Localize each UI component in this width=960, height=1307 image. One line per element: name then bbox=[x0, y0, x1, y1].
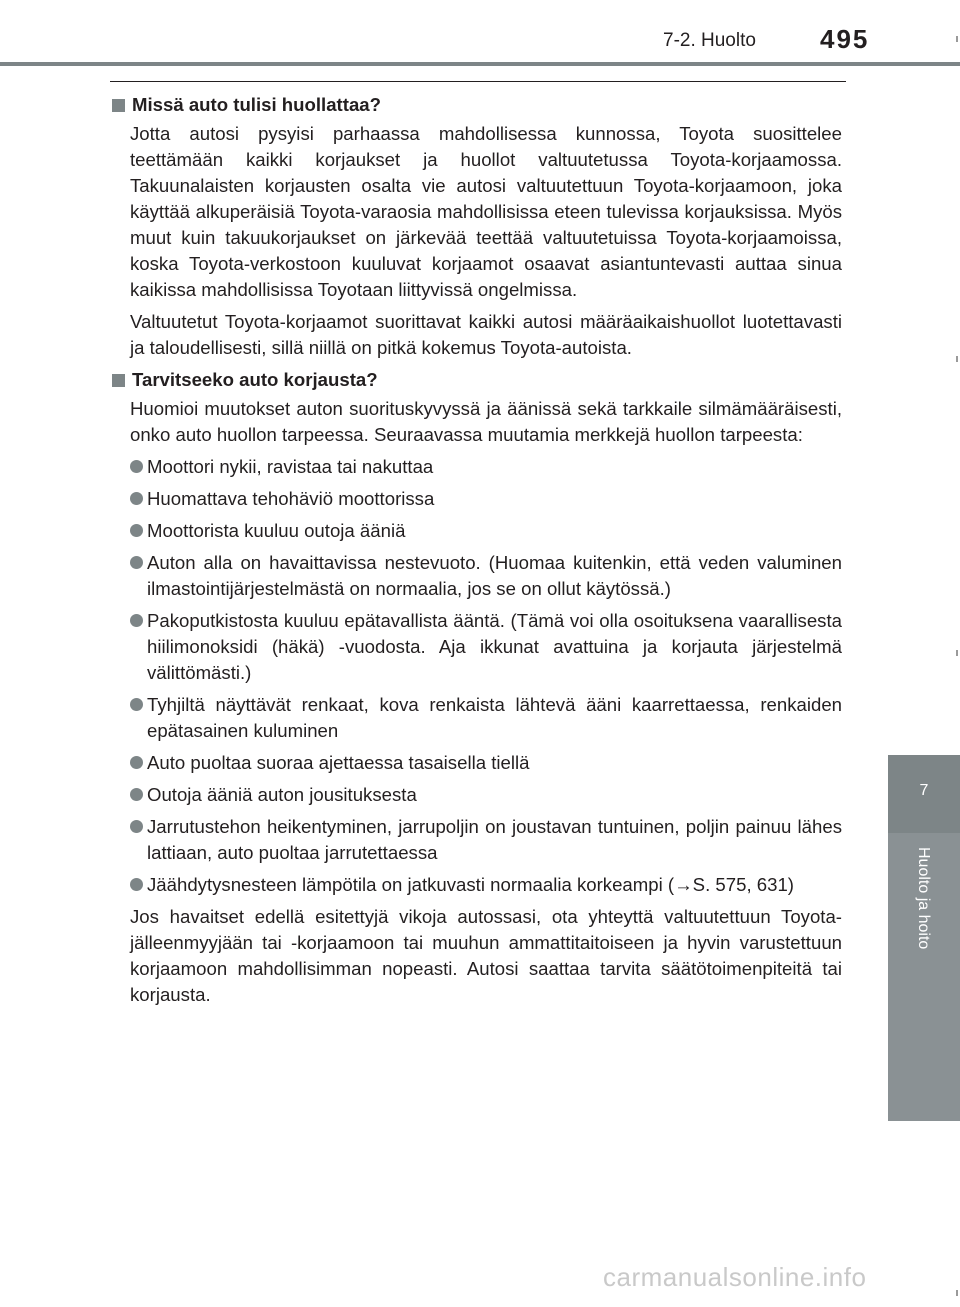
bullet-dot-icon bbox=[130, 756, 143, 769]
bullet-dot-icon bbox=[130, 820, 143, 833]
crop-mark bbox=[956, 650, 958, 656]
bullet-dot-icon bbox=[130, 698, 143, 711]
list-item-text: Pakoputkistosta kuuluu epätavallista ääntä. (Tämä voi olla osoituksena vaarallisesta hiilimonoksidi (häkä) -vuodosta. Aja ikkunat avattuina ja korjauta järjestelmä välittömästi.) bbox=[147, 610, 842, 683]
bullet-dot-icon bbox=[130, 492, 143, 505]
list-item-text: Moottorista kuuluu outoja ääniä bbox=[147, 520, 406, 541]
chapter-tab-label-box bbox=[888, 833, 960, 1121]
bullet-dot-icon bbox=[130, 524, 143, 537]
chapter-number: 7 bbox=[919, 782, 929, 799]
paragraph: Jotta autosi pysyisi parhaassa mahdollisessa kunnossa, Toyota suosittelee teettämään kaikki korjaukset ja huollot valtuutetussa Toyota-korjaamossa. Takuunalaisten korjausten osalta vie autosi valtuutettuun Toyota-korjaamoon, joka käyttää alkuperäisiä Toyota-varaosia mahdollisissa eteen tulevissa korjauksissa. Myös muut kuin takuukorjaukset on järkevää teettää valtuutetuissa Toyota-korjaamoissa, koska Toyota-verkostoon kuuluvat korjaamot osaavat asiantuntevasti auttaa sinua kaikissa mahdollisissa Toyotaan liittyvissä ongelmissa. bbox=[130, 123, 842, 300]
chapter-tab bbox=[888, 755, 960, 833]
list-item bbox=[130, 692, 842, 744]
list-item bbox=[130, 782, 842, 808]
bullet-dot-icon bbox=[130, 788, 143, 801]
list-item-text: Outoja ääniä auton jousituksesta bbox=[147, 784, 417, 805]
square-bullet-icon bbox=[112, 99, 125, 112]
page-number: 495 bbox=[820, 24, 870, 54]
bullet-dot-icon bbox=[130, 460, 143, 473]
heading-text: Tarvitseeko auto korjausta? bbox=[132, 369, 378, 390]
main-content bbox=[110, 92, 842, 1014]
paragraph: Huomioi muutokset auton suorituskyvyssä ja äänissä sekä tarkkaile silmämääräisesti, onko auto huollon tarpeessa. Seuraavassa muutamia merkkejä huollon tarpeesta: bbox=[130, 398, 842, 445]
bullet-dot-icon bbox=[130, 556, 143, 569]
list-item-text: Auto puoltaa suoraa ajettaessa tasaisella tiellä bbox=[147, 752, 530, 773]
list-item-text: Moottori nykii, ravistaa tai nakuttaa bbox=[147, 456, 434, 477]
list-item-text: Huomattava tehohäviö moottorissa bbox=[147, 488, 435, 509]
heading-text: Missä auto tulisi huollattaa? bbox=[132, 94, 381, 115]
header-rule bbox=[0, 62, 960, 66]
list-item-text: Auton alla on havaittavissa nestevuoto. (Huomaa kuitenkin, että veden valuminen ilmastointijärjestelmästä on normaalia, jos se on ollut käytössä.) bbox=[147, 552, 842, 599]
square-bullet-icon bbox=[112, 374, 125, 387]
list-item-text: Jarrutustehon heikentyminen, jarrupoljin on joustavan tuntuinen, poljin painuu lähes lattiaan, auto puoltaa jarrutettaessa bbox=[147, 816, 842, 863]
bullet-dot-icon bbox=[130, 878, 143, 891]
crop-mark bbox=[956, 36, 958, 42]
heading-needs-repair bbox=[110, 367, 842, 393]
crop-mark bbox=[956, 1290, 958, 1296]
list-item bbox=[130, 872, 842, 898]
list-item bbox=[130, 454, 842, 480]
watermark: carmanualsonline.info bbox=[603, 1262, 867, 1292]
list-item bbox=[130, 518, 842, 544]
list-item bbox=[130, 486, 842, 512]
list-item bbox=[130, 550, 842, 602]
chapter-label: Huolto ja hoito bbox=[915, 847, 932, 950]
section-title: 7-2. Huolto bbox=[663, 30, 756, 51]
crop-mark bbox=[956, 356, 958, 362]
heading-where-service bbox=[110, 92, 842, 118]
content-rule bbox=[110, 81, 846, 82]
bullet-dot-icon bbox=[130, 614, 143, 627]
list-item bbox=[130, 750, 842, 776]
list-item bbox=[130, 814, 842, 866]
list-item-text: Jäähdytysnesteen lämpötila on jatkuvasti normaalia korkeampi (→S. 575, 631) bbox=[147, 874, 794, 895]
list-item-text: Tyhjiltä näyttävät renkaat, kova renkaista lähtevä ääni kaarrettaessa, renkaiden epätasainen kuluminen bbox=[147, 694, 842, 741]
list-item bbox=[130, 608, 842, 686]
paragraph: Jos havaitset edellä esitettyjä vikoja autossasi, ota yhteyttä valtuutettuun Toyota-jälleenmyyjään tai -korjaamoon tai muuhun ammattitaitoiseen ja hyvin varustettuun korjaamoon mahdollisimman nopeasti. Autosi saattaa tarvita säätötoimenpiteitä tai korjausta. bbox=[130, 906, 842, 1005]
paragraph: Valtuutetut Toyota-korjaamot suorittavat kaikki autosi määräaikaishuollot luotettavasti ja taloudellisesti, sillä niillä on pitkä kokemus Toyota-autoista. bbox=[130, 311, 842, 358]
